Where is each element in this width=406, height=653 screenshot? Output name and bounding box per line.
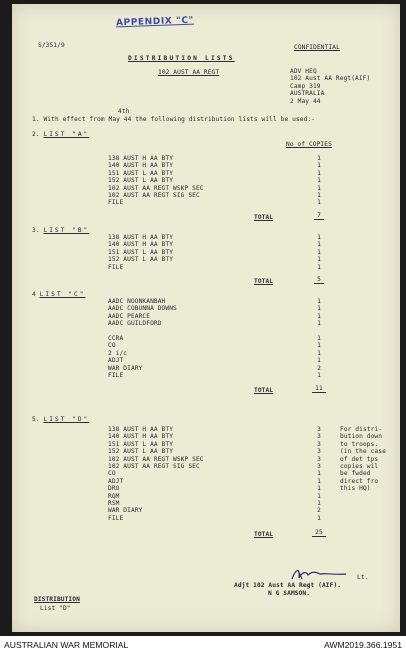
- document-sheet: [12, 4, 400, 632]
- note-line: (in the case: [340, 448, 386, 456]
- list-a-total-value: 7: [309, 212, 329, 219]
- copy-count: [314, 328, 324, 335]
- note-line: be fwded: [340, 470, 371, 478]
- note-line: bution down: [340, 433, 383, 441]
- list-d-copies: [314, 426, 324, 522]
- signatory-name: N G SAMSON.: [268, 590, 311, 597]
- list-entry: 151 AUST L AA BTY: [108, 169, 174, 177]
- list-entry: FILE: [108, 263, 124, 271]
- unit-heading: 102 AUST AA REGT: [158, 69, 220, 76]
- list-entry: 140 AUST H AA BTY: [108, 433, 174, 441]
- list-entry: [108, 328, 177, 335]
- list-b-total-label: TOTAL: [254, 278, 274, 285]
- note-line: of det tps: [340, 455, 379, 463]
- list-entry: 102 AUST AA REGT WSKP SEC: [108, 184, 204, 192]
- copy-count: 1: [317, 177, 321, 185]
- list-d-entries: [108, 426, 204, 522]
- list-c-heading: 4 LIST "C": [32, 291, 86, 298]
- list-entry: WAR DIARY: [108, 507, 143, 515]
- list-c-total-value: 11: [309, 385, 329, 392]
- list-d-total-label: TOTAL: [254, 531, 274, 538]
- list-entry: CO: [108, 470, 116, 478]
- copy-count: 1: [317, 514, 321, 522]
- list-entry: 152 AUST L AA BTY: [108, 256, 174, 264]
- list-entry: 138 AUST H AA BTY: [108, 234, 174, 241]
- list-entry: FILE: [108, 514, 124, 522]
- list-entry: DRO: [108, 485, 120, 493]
- copy-count: 1: [317, 342, 321, 350]
- list-b-copies: [314, 234, 324, 271]
- list-entry: RQM: [108, 492, 120, 500]
- copy-count: 1: [317, 371, 321, 379]
- archive-name: AUSTRALIAN WAR MEMORIAL: [4, 640, 129, 650]
- copy-count: 1: [317, 334, 321, 342]
- appendix-handwritten-label: APPENDIX "C": [115, 15, 195, 29]
- list-entry: 140 AUST H AA BTY: [108, 241, 174, 249]
- list-c-total-label: TOTAL: [254, 387, 274, 394]
- copy-count: 1: [317, 169, 321, 177]
- copy-count: 1: [317, 470, 321, 478]
- copy-count: 1: [317, 184, 321, 192]
- copy-count: 1: [317, 241, 321, 249]
- list-a-total-label: TOTAL: [254, 214, 274, 221]
- list-entry: FILE: [108, 371, 124, 379]
- list-entry: WAR DIARY: [108, 364, 143, 372]
- address-line: 2 May 44: [290, 97, 321, 105]
- list-d-total-value: 25: [309, 529, 329, 536]
- signatory-appointment: Adjt 102 Aust AA Regt (AIF).: [234, 582, 342, 589]
- list-entry: 152 AUST L AA BTY: [108, 448, 174, 456]
- list-entry: 151 AUST L AA BTY: [108, 248, 174, 256]
- list-entry: AADC GUILDFORD: [108, 320, 162, 328]
- copy-count: 1: [317, 499, 321, 507]
- note-line: direct fro: [340, 477, 379, 485]
- copies-column-header: No of COPIES: [286, 141, 332, 148]
- copy-count: 3: [317, 440, 321, 448]
- copy-count: 1: [317, 320, 321, 328]
- list-entry: AADC COBUNNA DOWNS: [108, 305, 177, 313]
- copy-count: 1: [317, 349, 321, 357]
- list-b-heading: 3. LIST "B": [32, 227, 90, 234]
- list-entry: CO: [108, 342, 116, 350]
- distribution-value: List "D": [40, 605, 71, 612]
- list-entry: CCRA: [108, 334, 124, 342]
- distribution-label: DISTRIBUTION: [34, 596, 80, 603]
- list-entry: 140 AUST H AA BTY: [108, 162, 174, 170]
- copy-count: 1: [317, 312, 321, 320]
- archive-reference: AWM2019.366.1951: [323, 640, 402, 650]
- note-line: this HQ): [340, 485, 371, 493]
- list-entry: ADJT: [108, 477, 124, 485]
- list-b-entries: [108, 234, 173, 271]
- address-line: 102 Aust AA Regt(AIF): [290, 75, 371, 83]
- copy-count: 3: [317, 426, 321, 433]
- list-entry: 102 AUST AA REGT SIG SEC: [108, 462, 200, 470]
- signatory-rank: Lt.: [357, 574, 369, 581]
- copy-count: 1: [317, 305, 321, 313]
- copy-count: 2: [317, 507, 321, 515]
- list-entry: AADC NOONKANBAH: [108, 298, 166, 305]
- copy-count: 1: [317, 199, 321, 207]
- list-entry: 2 i/c: [108, 349, 128, 357]
- copy-count: 3: [317, 455, 321, 463]
- effect-date-superscript: 4th: [118, 108, 130, 115]
- list-entry: 151 AUST L AA BTY: [108, 440, 174, 448]
- copy-count: 1: [317, 155, 321, 162]
- note-line: to troops.: [340, 440, 379, 448]
- copy-count: 1: [317, 357, 321, 365]
- intro-sentence: 1. With effect from May 44 the following distribution lists will be used:-: [32, 116, 316, 123]
- address-line: AUSTRALIA: [290, 90, 325, 98]
- handwritten-signature: [290, 566, 350, 582]
- list-entry: 138 AUST H AA BTY: [108, 426, 174, 433]
- copy-count: 2: [317, 364, 321, 372]
- archive-footer: [0, 636, 406, 653]
- list-entry: RSM: [108, 499, 120, 507]
- list-d-distribution-note: [340, 426, 386, 493]
- document-title: DISTRIBUTION LISTS: [128, 55, 235, 62]
- list-entry: 102 AUST AA REGT SIG SEC: [108, 191, 200, 199]
- note-line: copies wil: [340, 462, 379, 470]
- list-a-copies: [314, 155, 324, 207]
- copy-count: 1: [317, 477, 321, 485]
- address-block: [290, 68, 370, 105]
- address-line: ADV HEQ: [290, 68, 317, 75]
- list-entry: AADC PEARCE: [108, 312, 151, 320]
- copy-count: 1: [317, 485, 321, 493]
- list-entry: 152 AUST L AA BTY: [108, 177, 174, 185]
- copy-count: 1: [317, 298, 321, 305]
- address-line: Camp 319: [290, 82, 321, 90]
- classification-label: CONFIDENTIAL: [294, 44, 340, 51]
- list-c-copies: [314, 298, 324, 379]
- copy-count: 1: [317, 492, 321, 500]
- copy-count: 3: [317, 433, 321, 441]
- list-a-heading: 2. LIST "A": [32, 131, 90, 138]
- copy-count: 3: [317, 448, 321, 456]
- copy-count: 1: [317, 191, 321, 199]
- copy-count: 1: [317, 162, 321, 170]
- copy-count: 1: [317, 234, 321, 241]
- list-c-entries: [108, 298, 177, 379]
- copy-count: 3: [317, 462, 321, 470]
- list-a-entries: [108, 155, 204, 207]
- copy-count: 1: [317, 256, 321, 264]
- list-entry: ADJT: [108, 357, 124, 365]
- list-entry: FILE: [108, 199, 124, 207]
- list-entry: 102 AUST AA REGT WSKP SEC: [108, 455, 204, 463]
- list-b-total-value: 5: [309, 276, 329, 283]
- copy-count: 1: [317, 248, 321, 256]
- copy-count: 1: [317, 263, 321, 271]
- list-entry: 138 AUST H AA BTY: [108, 155, 174, 162]
- note-line: For distri-: [340, 426, 383, 433]
- list-d-heading: 5. LIST "D": [32, 416, 90, 423]
- file-reference: S/351/9: [38, 42, 65, 49]
